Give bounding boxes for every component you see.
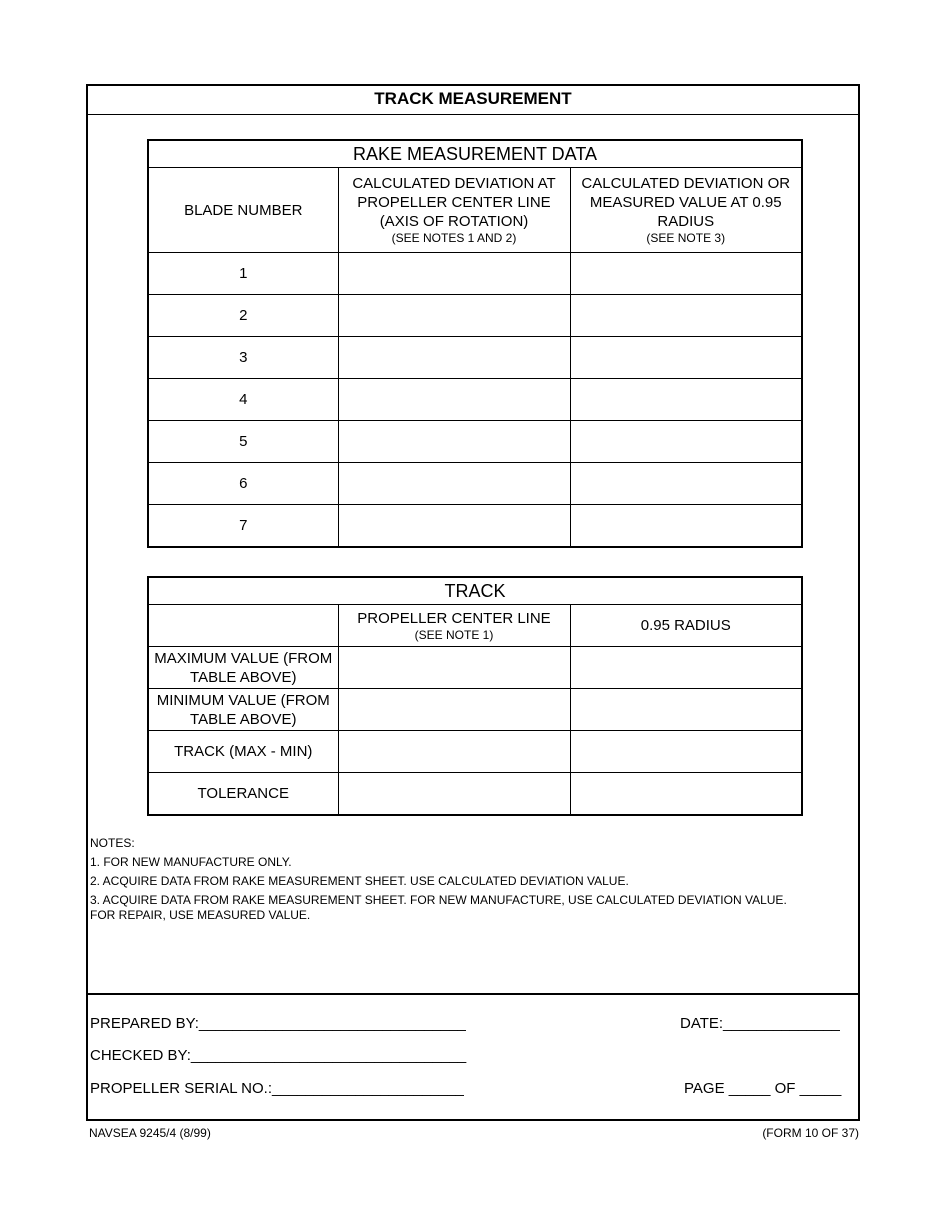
center-line-value-field[interactable]	[338, 505, 570, 547]
track-center-line-text: PROPELLER CENTER LINE	[357, 609, 551, 627]
track-center-line-field[interactable]	[338, 689, 570, 731]
table-row	[148, 647, 802, 689]
track-radius-field[interactable]	[570, 689, 802, 731]
center-line-value-field[interactable]	[338, 337, 570, 379]
note-3-continued: FOR REPAIR, USE MEASURED VALUE.	[90, 908, 311, 922]
table-row	[148, 731, 802, 773]
signature-section	[88, 993, 858, 1123]
track-radius-field[interactable]	[570, 731, 802, 773]
radius-header-text: CALCULATED DEVIATION OR MEASURED VALUE AT 0.95 RADIUS	[581, 175, 791, 230]
track-table	[147, 576, 803, 816]
table-row	[148, 773, 802, 815]
center-line-value-field[interactable]	[338, 463, 570, 505]
center-line-header-text: CALCULATED DEVIATION AT PROPELLER CENTER LINE (AXIS OF ROTATION)	[352, 175, 556, 230]
note-2: 2. ACQUIRE DATA FROM RAKE MEASUREMENT SHEET. USE CALCULATED DEVIATION VALUE.	[90, 874, 629, 888]
table-row	[148, 337, 802, 379]
form-frame	[86, 84, 860, 1121]
note-3: 3. ACQUIRE DATA FROM RAKE MEASUREMENT SHEET. FOR NEW MANUFACTURE, USE CALCULATED DEVIATION VALUE.	[90, 893, 787, 907]
center-line-value-field[interactable]	[338, 379, 570, 421]
table-row	[148, 253, 802, 295]
radius-deviation-header	[570, 168, 802, 253]
blade-number-header: BLADE NUMBER	[148, 168, 338, 253]
track-center-line-field[interactable]	[338, 773, 570, 815]
blade-number-cell: 4	[148, 379, 338, 421]
propeller-serial-field[interactable]: PROPELLER SERIAL NO.:_______________________	[90, 1080, 464, 1097]
radius-value-field[interactable]	[570, 337, 802, 379]
track-center-line-note: (SEE NOTE 1)	[414, 627, 494, 642]
track-row-label: TRACK (MAX - MIN)	[148, 731, 338, 773]
note-1: 1. FOR NEW MANUFACTURE ONLY.	[90, 855, 292, 869]
blade-number-cell: 3	[148, 337, 338, 379]
notes-heading: NOTES:	[90, 836, 135, 850]
track-center-line-field[interactable]	[338, 731, 570, 773]
blade-number-cell: 6	[148, 463, 338, 505]
track-row-label: TOLERANCE	[148, 773, 338, 815]
date-field[interactable]: DATE:______________	[680, 1015, 840, 1032]
center-line-value-field[interactable]	[338, 253, 570, 295]
table-row	[148, 463, 802, 505]
radius-value-field[interactable]	[570, 379, 802, 421]
checked-by-field[interactable]: CHECKED BY:_________________________________	[90, 1047, 467, 1064]
form-number: NAVSEA 9245/4 (8/99)	[89, 1126, 211, 1140]
radius-value-field[interactable]	[570, 505, 802, 547]
blade-number-cell: 1	[148, 253, 338, 295]
radius-value-field[interactable]	[570, 421, 802, 463]
table-row	[148, 689, 802, 731]
track-center-line-field[interactable]	[338, 647, 570, 689]
radius-value-field[interactable]	[570, 463, 802, 505]
radius-value-field[interactable]	[570, 295, 802, 337]
table-row	[148, 505, 802, 547]
center-line-header-note: (SEE NOTES 1 AND 2)	[391, 231, 517, 245]
track-row-label: MINIMUM VALUE (FROM TABLE ABOVE)	[148, 689, 338, 731]
track-center-line-header	[338, 605, 570, 647]
track-radius-header: 0.95 RADIUS	[570, 605, 802, 647]
table-row	[148, 421, 802, 463]
table-row	[148, 379, 802, 421]
blade-number-cell: 7	[148, 505, 338, 547]
track-blank-header	[148, 605, 338, 647]
blade-number-cell: 5	[148, 421, 338, 463]
prepared-by-field[interactable]: PREPARED BY:________________________________	[90, 1015, 466, 1032]
table-row	[148, 295, 802, 337]
blade-number-cell: 2	[148, 295, 338, 337]
radius-value-field[interactable]	[570, 253, 802, 295]
track-table-title: TRACK	[148, 577, 802, 605]
track-radius-field[interactable]	[570, 647, 802, 689]
page-count-field[interactable]: PAGE _____ OF _____	[684, 1080, 842, 1097]
radius-header-note: (SEE NOTE 3)	[646, 231, 726, 245]
rake-table-title: RAKE MEASUREMENT DATA	[148, 140, 802, 168]
rake-measurement-table	[147, 139, 803, 548]
center-line-value-field[interactable]	[338, 421, 570, 463]
track-radius-field[interactable]	[570, 773, 802, 815]
center-line-deviation-header	[338, 168, 570, 253]
form-sequence: (FORM 10 OF 37)	[762, 1126, 859, 1140]
track-row-label: MAXIMUM VALUE (FROM TABLE ABOVE)	[148, 647, 338, 689]
center-line-value-field[interactable]	[338, 295, 570, 337]
form-title: TRACK MEASUREMENT	[88, 86, 858, 115]
notes-section	[90, 836, 787, 927]
